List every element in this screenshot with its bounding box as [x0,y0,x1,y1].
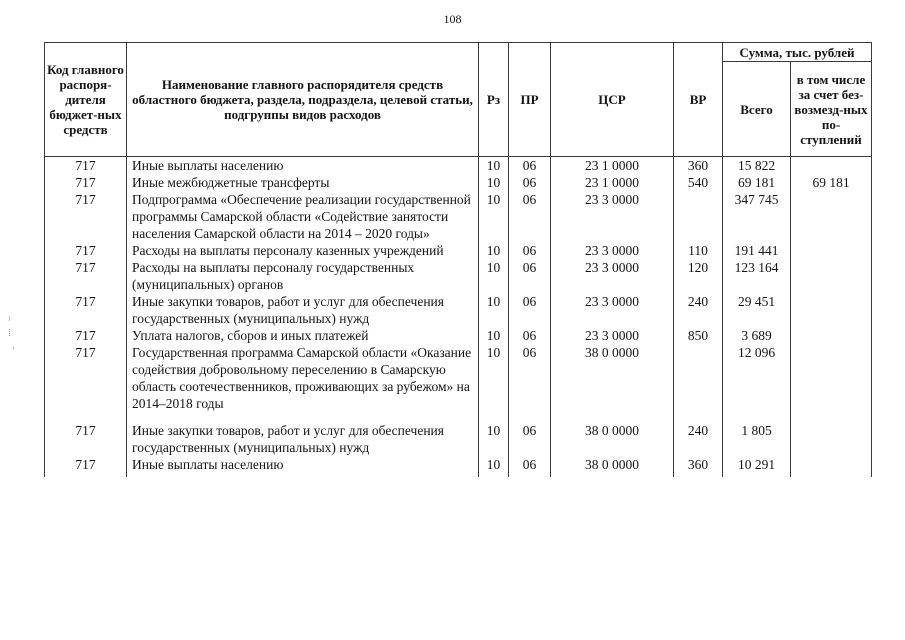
table-row [45,293,872,327]
cell-csr: 23 3 0000 [551,327,674,344]
page-number: 108 [443,12,462,26]
cell-name: Иные выплаты населению [127,456,479,477]
cell-vr: 240 [674,412,723,456]
cell-name: Уплата налогов, сборов и иных платежей [127,327,479,344]
cell-rz: 10 [479,259,509,293]
cell-vr: 120 [674,259,723,293]
table-row [45,242,872,259]
cell-rz: 10 [479,293,509,327]
cell-rz: 10 [479,191,509,242]
cell-vr: 240 [674,293,723,327]
cell-total: 123 164 [723,259,791,293]
cell-code: 717 [45,242,127,259]
cell-vr: 360 [674,456,723,477]
cell-total: 191 441 [723,242,791,259]
cell-rz: 10 [479,174,509,191]
cell-total: 10 291 [723,456,791,477]
cell-rz: 10 [479,344,509,412]
cell-vr: 850 [674,327,723,344]
cell-csr: 23 1 0000 [551,174,674,191]
budget-table [44,42,872,477]
cell-pr: 06 [509,174,551,191]
cell-total: 3 689 [723,327,791,344]
cell-name: Государственная программа Самарской области «Оказание содействия добровольному переселению в Самарскую область соотечественников, проживающих за рубежом» на 2014–2018 годы [127,344,479,412]
cell-csr: 38 0 0000 [551,456,674,477]
table-row [45,191,872,242]
cell-csr: 23 3 0000 [551,293,674,327]
cell-grant [791,242,872,259]
header-sum-group: Сумма, тыс. рублей [723,43,872,62]
table-header [45,43,872,157]
cell-vr [674,344,723,412]
cell-pr: 06 [509,456,551,477]
cell-grant [791,456,872,477]
cell-name: Иные межбюджетные трансферты [127,174,479,191]
cell-name: Подпрограмма «Обеспечение реализации государственной программы Самарской области «Содействие занятости населения Самарской области на 2014 – 2020 годы» [127,191,479,242]
cell-pr: 06 [509,157,551,175]
cell-name: Иные закупки товаров, работ и услуг для обеспечения государственных (муниципальных) нужд [127,293,479,327]
header-code: Код главного распоря-дителя бюджет-ных средств [45,43,127,157]
cell-code: 717 [45,412,127,456]
cell-code: 717 [45,344,127,412]
cell-code: 717 [45,191,127,242]
table-row [45,456,872,477]
header-vr: ВР [674,43,723,157]
cell-csr: 23 3 0000 [551,191,674,242]
table-row [45,344,872,412]
cell-vr: 110 [674,242,723,259]
cell-csr: 23 1 0000 [551,157,674,175]
table-row [45,327,872,344]
cell-total: 1 805 [723,412,791,456]
cell-code: 717 [45,327,127,344]
cell-pr: 06 [509,259,551,293]
cell-code: 717 [45,157,127,175]
cell-total: 29 451 [723,293,791,327]
cell-total: 347 745 [723,191,791,242]
header-name: Наименование главного распорядителя средств областного бюджета, раздела, подраздела, целевой статьи, подгруппы видов расходов [127,43,479,157]
table-body [45,157,872,478]
cell-grant [791,412,872,456]
cell-name: Расходы на выплаты персоналу казенных учреждений [127,242,479,259]
cell-code: 717 [45,259,127,293]
cell-pr: 06 [509,344,551,412]
header-csr: ЦСР [551,43,674,157]
cell-grant: 69 181 [791,174,872,191]
cell-rz: 10 [479,327,509,344]
cell-grant [791,157,872,175]
table-row [45,174,872,191]
cell-code: 717 [45,293,127,327]
cell-grant [791,327,872,344]
cell-total: 15 822 [723,157,791,175]
cell-grant [791,191,872,242]
table-row [45,157,872,175]
cell-name: Иные закупки товаров, работ и услуг для обеспечения государственных (муниципальных) нужд [127,412,479,456]
header-grant: в том числе за счет без-возмезд-ных по-ступлений [791,62,872,157]
cell-total: 69 181 [723,174,791,191]
cell-vr: 540 [674,174,723,191]
cell-csr: 38 0 0000 [551,412,674,456]
cell-name: Расходы на выплаты персоналу государственных (муниципальных) органов [127,259,479,293]
cell-pr: 06 [509,327,551,344]
table-row [45,259,872,293]
cell-rz: 10 [479,157,509,175]
cell-pr: 06 [509,412,551,456]
cell-csr: 23 3 0000 [551,242,674,259]
header-total: Всего [723,62,791,157]
cell-csr: 38 0 0000 [551,344,674,412]
cell-pr: 06 [509,293,551,327]
cell-grant [791,344,872,412]
cell-vr: 360 [674,157,723,175]
table-row [45,412,872,456]
cell-vr [674,191,723,242]
cell-pr: 06 [509,191,551,242]
cell-name: Иные выплаты населению [127,157,479,175]
cell-grant [791,259,872,293]
cell-grant [791,293,872,327]
cell-total: 12 096 [723,344,791,412]
cell-code: 717 [45,456,127,477]
cell-rz: 10 [479,242,509,259]
cell-csr: 23 3 0000 [551,259,674,293]
header-pr: ПР [509,43,551,157]
cell-rz: 10 [479,456,509,477]
margin-scribble: ⁾ ⁞ ﹐ [8,315,19,351]
header-rz: Рз [479,43,509,157]
cell-pr: 06 [509,242,551,259]
cell-code: 717 [45,174,127,191]
cell-rz: 10 [479,412,509,456]
